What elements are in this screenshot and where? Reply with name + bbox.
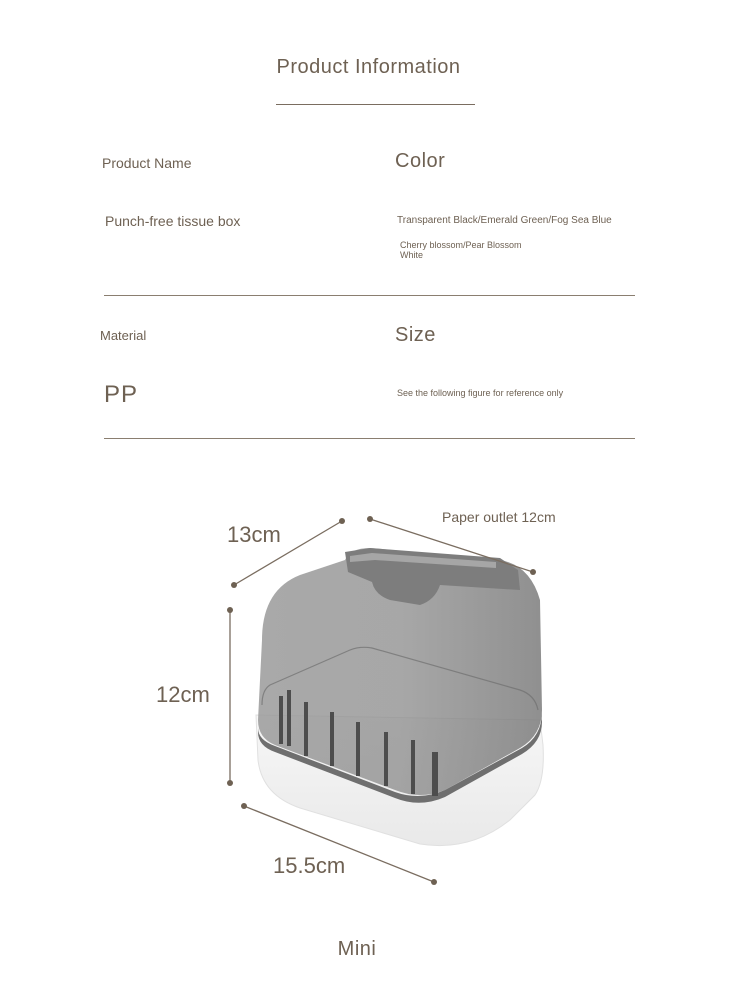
- color-value-line3: White: [400, 250, 424, 260]
- size-label: Size: [395, 324, 436, 346]
- page-title: Product Information: [276, 56, 461, 78]
- height-dimension: 12cm: [156, 682, 210, 707]
- color-value-line1: Transparent Black/Emerald Green/Fog Sea Blue: [397, 215, 612, 226]
- width-dimension: 15.5cm: [273, 853, 346, 878]
- size-value: See the following figure for reference only: [397, 388, 564, 398]
- product-name-value: Punch-free tissue box: [105, 213, 241, 229]
- title-underline: [276, 104, 475, 105]
- tissue-box-illustration: [0, 480, 750, 900]
- row-divider: [104, 295, 635, 296]
- color-label: Color: [395, 150, 446, 172]
- material-label: Material: [100, 328, 147, 343]
- material-value: PP: [104, 381, 139, 408]
- product-name-label: Product Name: [102, 155, 192, 171]
- model-label: Mini: [337, 938, 377, 960]
- paper-outlet-dimension: Paper outlet 12cm: [442, 509, 556, 525]
- color-value-line2: Cherry blossom/Pear Blossom: [400, 240, 522, 250]
- row-divider: [104, 438, 635, 439]
- depth-dimension: 13cm: [227, 522, 281, 547]
